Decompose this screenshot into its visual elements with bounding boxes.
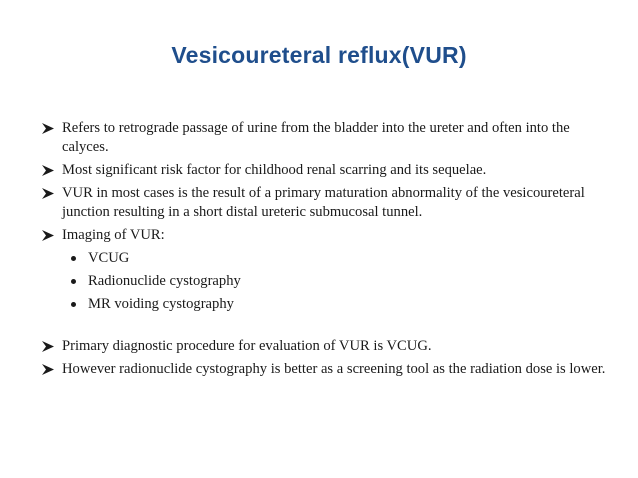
arrow-bullet-icon xyxy=(42,161,56,180)
dot-bullet-icon xyxy=(70,295,80,314)
bullet-text: However radionuclide cystography is better as a screening tool as the radiation dose is lower. xyxy=(62,361,606,377)
bullet-item xyxy=(42,161,612,180)
arrow-bullet-icon xyxy=(42,184,56,203)
sub-bullet-item xyxy=(42,295,612,314)
bullet-item xyxy=(42,119,612,157)
bullet-text: Imaging of VUR: xyxy=(62,227,165,243)
sub-bullet-text: Radionuclide cystography xyxy=(88,273,241,289)
arrow-bullet-icon xyxy=(42,226,56,245)
bullet-text: VUR in most cases is the result of a primary maturation abnormality of the vesicoureteral junction resulting in a short distal ureteric submucosal tunnel. xyxy=(62,185,585,220)
bullet-text: Most significant risk factor for childhood renal scarring and its sequelae. xyxy=(62,162,487,178)
arrow-bullet-icon xyxy=(42,119,56,138)
sub-bullet-item xyxy=(42,249,612,268)
slide-body xyxy=(42,119,612,383)
bullet-item xyxy=(42,226,612,245)
sub-bullet-text: VCUG xyxy=(88,250,130,266)
bullet-item xyxy=(42,337,612,356)
slide-title: Vesicoureteral reflux(VUR) xyxy=(171,42,467,68)
sub-bullet-text: MR voiding cystography xyxy=(88,296,234,312)
bullet-text: Primary diagnostic procedure for evaluation of VUR is VCUG. xyxy=(62,338,432,354)
bullet-item xyxy=(42,360,612,379)
bullet-text: Refers to retrograde passage of urine from the bladder into the ureter and often into the calyces. xyxy=(62,120,570,155)
spacer xyxy=(42,318,612,337)
arrow-bullet-icon xyxy=(42,360,56,379)
bullet-item xyxy=(42,184,612,222)
sub-bullet-item xyxy=(42,272,612,291)
dot-bullet-icon xyxy=(70,272,80,291)
dot-bullet-icon xyxy=(70,249,80,268)
arrow-bullet-icon xyxy=(42,337,56,356)
